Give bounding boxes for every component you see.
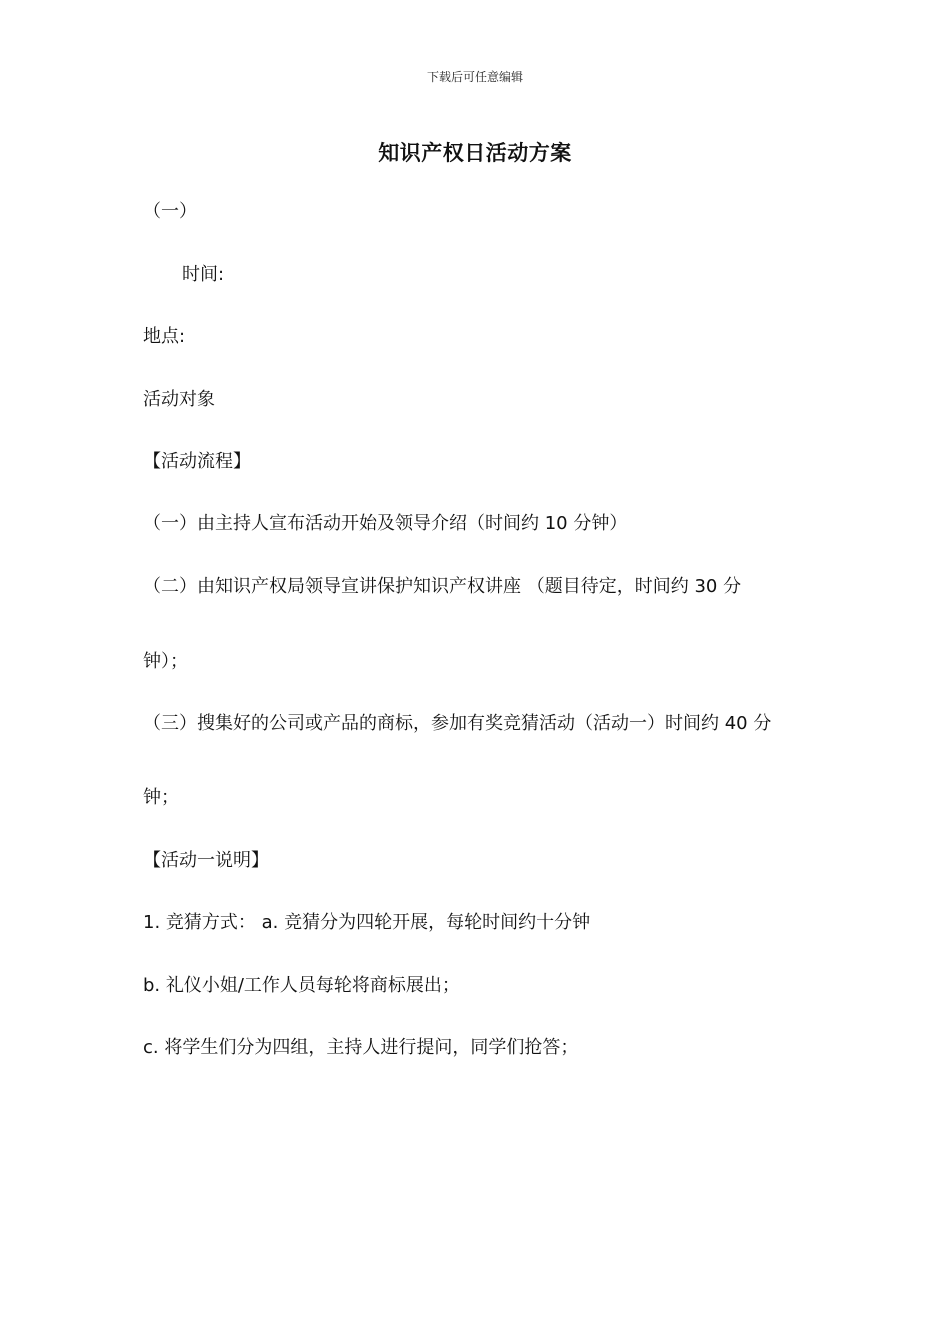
activity-one-heading: 【活动一说明】 <box>143 850 269 871</box>
header-note: 下载后可任意编辑 <box>426 70 523 84</box>
document-title: 知识产权日活动方案 <box>378 141 572 165</box>
activity-rule-b: b. 礼仪小姐/工作人员每轮将商标展出； <box>143 975 460 996</box>
time-label: 时间: <box>182 264 225 285</box>
process-step-2: （二）由知识产权局领导宣讲保护知识产权讲座 （题目待定，时间约 30 分 <box>143 576 742 597</box>
activity-rule-a: 1. 竞猜方式： a. 竞猜分为四轮开展，每轮时间约十分钟 <box>143 912 591 933</box>
process-step-3: （三）搜集好的公司或产品的商标，参加有奖竞猜活动（活动一）时间约 40 分 <box>143 713 772 734</box>
process-step-1: （一）由主持人宣布活动开始及领导介绍（时间约 10 分钟） <box>143 513 628 534</box>
process-step-3-continued: 钟； <box>143 787 179 808</box>
process-step-2-continued: 钟）； <box>143 651 188 672</box>
location-label: 地点: <box>143 326 186 347</box>
activity-rule-c: c. 将学生们分为四组，主持人进行提问，同学们抢答； <box>143 1037 579 1058</box>
section-heading-1: （一） <box>143 201 197 222</box>
audience-label: 活动对象 <box>143 389 215 410</box>
process-heading: 【活动流程】 <box>143 451 251 472</box>
